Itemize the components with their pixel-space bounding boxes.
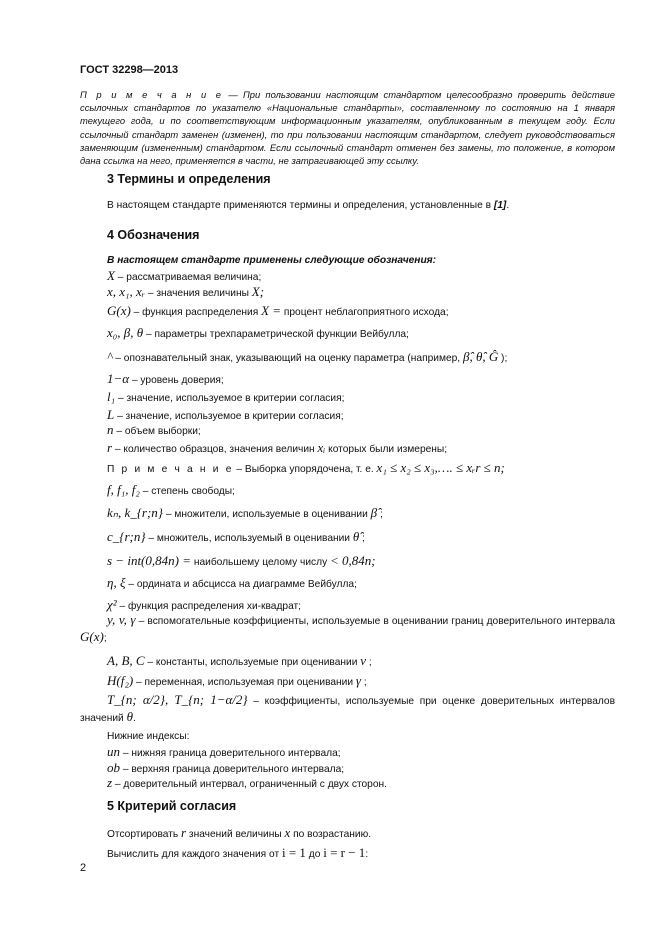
- symbol-item: l₁ – значение, используемое в критерии согласия;: [107, 389, 345, 404]
- symbol-item: s − int(0,84n) = наибольшему целому числу < 0,84n;: [107, 553, 376, 568]
- page-number: 2: [80, 862, 87, 874]
- reference-link[interactable]: [1]: [493, 200, 507, 211]
- symbol-item: x, x₁, xᵣ – значения величины X;: [107, 284, 265, 299]
- symbol-item: x₀, β, θ – параметры трехпараметрической функции Вейбулла;: [107, 325, 409, 340]
- symbol-item: un – нижняя граница доверительного интервала;: [107, 744, 341, 759]
- symbol-item: r – количество образцов, значения величин xᵢ которых были измерены;: [107, 440, 448, 455]
- symbol-item-vvg: y, v, γ – вспомогательные коэффициенты, используемые в оценивании границ доверительного интервала G(x);: [80, 612, 615, 644]
- document-header: ГОСТ 32298—2013: [80, 64, 179, 76]
- symbol-item: n – объем выборки;: [107, 422, 201, 437]
- symbol-item-t: T_{n; α/2}, T_{n; 1−α/2} – коэффициенты, используемые при оценке доверительных интервалов значений θ.: [80, 692, 615, 724]
- symbol-item: ob – верхняя граница доверительного интервала;: [107, 760, 345, 775]
- symbol-item: L – значение, используемое в критерии согласия;: [107, 407, 344, 422]
- section-3-heading: 3 Термины и определения: [107, 172, 271, 186]
- symbol-item: kₙ, k_{r;n} – множители, используемые в оценивании β̂ ;: [107, 505, 383, 520]
- symbol-item: H(f₂) – переменная, используемая при оценивании γ ;: [107, 673, 367, 688]
- lower-indices-label: Нижние индексы:: [107, 731, 190, 742]
- symbol-item: f, f₁, f₂ – степень свободы;: [107, 482, 235, 497]
- section-4-intro: В настоящем стандарте применены следующие обозначения:: [107, 255, 437, 266]
- reference-note: [80, 88, 615, 167]
- symbol-item: X – рассматриваемая величина;: [107, 268, 262, 283]
- note-label: П р и м е ч а н и е: [80, 89, 224, 100]
- section-4-heading: 4 Обозначения: [107, 228, 200, 242]
- symbol-item: η, ξ – ордината и абсцисса на диаграмме Вейбулла;: [107, 575, 357, 590]
- symbol-item: c_{r;n} – множитель, используемый в оценивании θ̂ ;: [107, 529, 365, 544]
- symbol-item: П р и м е ч а н и е – Выборка упорядочена, т. е. x₁ ≤ x₂ ≤ x₃,…. ≤ xᵣr ≤ n;: [107, 460, 505, 475]
- section-5-line-1: Отсортировать r значений величины x по возрастанию.: [107, 825, 372, 840]
- symbol-item: χ² – функция распределения хи-квадрат;: [107, 597, 302, 612]
- note-text: — При пользовании настоящим стандартом целесообразно проверить действие ссылочных стандартов по указателю «Национальные стандарты», составленному по состоянию на 1 января текущего года, и по соответствующим информационным указателям, опубликованным в текущем году. Если ссылочный стандарт заменен (изменен), то при пользовании настоящим стандартом, следует руководствоваться заменяющим (измененным) стандартом. Если ссылочный стандарт отменен без замены, то положение, в котором дана ссылка на него, применяется в части, не затрагивающей эту ссылку.: [80, 89, 615, 167]
- section-5-line-2: Вычислить для каждого значения от i = 1 до i = r − 1:: [107, 845, 369, 860]
- symbol-item: G(x) – функция распределения X = процент неблагоприятного исхода;: [107, 303, 449, 318]
- section-5-heading: 5 Критерий согласия: [107, 799, 237, 813]
- symbol-item: 1−α – уровень доверия;: [107, 371, 224, 386]
- section-3-text: В настоящем стандарте применяются термины и определения, установленные в [1].: [107, 200, 510, 211]
- symbol-item: A, B, C – константы, используемые при оценивании v ;: [107, 653, 372, 668]
- symbol-item: z – доверительный интервал, ограниченный с двух сторон.: [107, 775, 387, 790]
- symbol-item: ^ – опознавательный знак, указывающий на оценку параметра (например, β̂, θ̂, Ĝ );: [107, 349, 508, 364]
